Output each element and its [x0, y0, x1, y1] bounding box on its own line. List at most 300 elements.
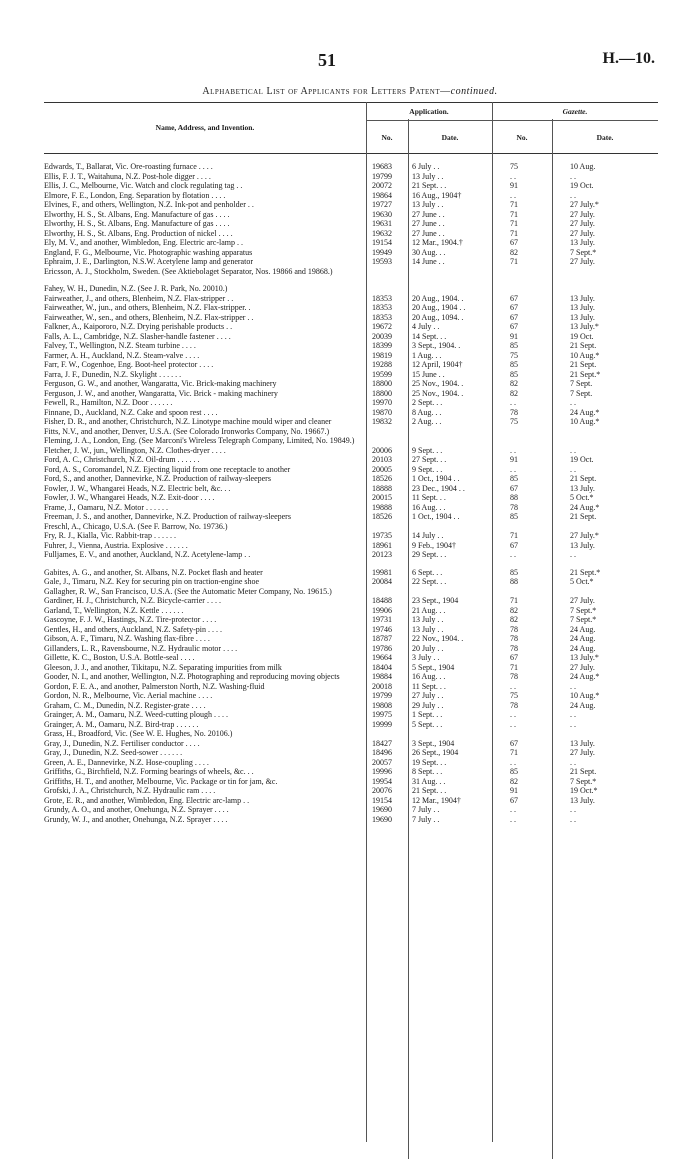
- table-row: [44, 786, 658, 796]
- gazette-date: . .: [570, 719, 576, 729]
- table-row: [44, 625, 658, 635]
- table-row: [44, 644, 658, 654]
- table-row: [44, 777, 658, 787]
- gazette-number: . .: [510, 445, 516, 455]
- gazette-date: 27 July.: [570, 219, 595, 228]
- gazette-date: 7 Sept.*: [570, 776, 597, 786]
- applicant-cell: Fulljames, E. V., and another, Auckland, N.Z. Acetylene-lamp . .: [44, 550, 251, 559]
- gazette-number: 75: [510, 350, 518, 360]
- gazette-date: 5 Oct.*: [570, 493, 594, 502]
- applicant-cell: Ericsson, A. J., Stockholm, Sweden. (See Aktiebolaget Separator, Nos. 19866 and 19868.): [44, 266, 333, 276]
- gazette-date: . .: [570, 550, 576, 559]
- application-date: 5 Sept. . .: [412, 719, 443, 729]
- gazette-date: 24 Aug.: [570, 634, 596, 643]
- applicant-cell: Gale, J., Timaru, N.Z. Key for securing pin on traction-engine shoe: [44, 577, 260, 586]
- table-row: [44, 191, 658, 201]
- applicant-cell: Gordon, N. R., Melbourne, Vic. Aerial machine . . . .: [44, 691, 213, 700]
- application-number: 19735: [372, 531, 392, 540]
- applicant-cell: Frame, J., Oamaru, N.Z. Motor . . . . . .: [44, 502, 168, 512]
- gazette-number: 88: [510, 493, 518, 502]
- application-number: 18787: [372, 634, 392, 643]
- header-application: Application.: [409, 107, 449, 116]
- applicant-cell: Freeman, J. S., and another, Dannevirke, N.Z. Production of railway-sleepers: [44, 512, 291, 521]
- table-row: [44, 720, 658, 730]
- table-header: [44, 102, 658, 154]
- application-number: 19999: [372, 719, 392, 729]
- gazette-number: . .: [510, 757, 516, 767]
- application-date: 12 Mar., 1904.†: [412, 238, 463, 247]
- table-row: [44, 729, 658, 739]
- gazette-number: 85: [510, 474, 518, 483]
- application-date: 22 Nov., 1904. .: [412, 634, 464, 643]
- applicant-cell: Fisher, D. R., and another, Christchurch, N.Z. Linotype machine mould wiper and cleaner: [44, 417, 332, 426]
- applicant-cell: Elvines, F., and others, Wellington, N.Z. Ink-pot and penholder . .: [44, 200, 254, 209]
- gazette-number: . .: [510, 805, 516, 814]
- gazette-number: . .: [510, 171, 516, 181]
- table-row: [44, 739, 658, 749]
- gazette-date: 7 Sept.: [570, 388, 593, 398]
- table-row: [44, 568, 658, 578]
- application-number: 20103: [372, 455, 392, 464]
- application-number: 20072: [372, 181, 392, 190]
- gazette-date: 7 Sept.*: [570, 615, 597, 624]
- header-app-date: Date.: [441, 133, 459, 142]
- applicant-cell: Ferguson, G. W., and another, Wangaratta, Vic. Brick-making machinery: [44, 379, 277, 388]
- gazette-number: 91: [510, 786, 518, 795]
- table-row: [44, 294, 658, 304]
- gazette-date: . .: [570, 464, 576, 474]
- application-number: 19954: [372, 776, 392, 786]
- application-date: 14 July . .: [412, 531, 444, 540]
- gazette-date: 10 Aug.*: [570, 350, 600, 360]
- applicant-cell: Fowler, J. W., Whangarei Heads, N.Z. Electric belt, &c. . .: [44, 483, 231, 493]
- applicant-cell: Gardiner, H. J., Christchurch, N.Z. Bicycle-carrier . . . .: [44, 596, 221, 605]
- gazette-number: 91: [510, 455, 518, 464]
- application-date: 25 Nov., 1904. .: [412, 379, 464, 388]
- gazette-date: 21 Sept.*: [570, 369, 601, 379]
- gazette-date: 13 July.*: [570, 653, 599, 662]
- applicant-cell: Elworthy, H. S., St. Albans, Eng. Manufacture of gas . . . .: [44, 209, 230, 219]
- table-row: [44, 322, 658, 332]
- gazette-date: 13 July.: [570, 312, 595, 322]
- gazette-number: 85: [510, 341, 518, 350]
- gazette-date: 10 Aug.: [570, 162, 596, 171]
- applicant-cell: Gordon, F. E. A., and another, Palmerston North, N.Z. Washing-fluid: [44, 681, 265, 691]
- applicant-cell: Falls, A. L., Cambridge, N.Z. Slasher-handle fastener . . . .: [44, 331, 231, 341]
- table-row: [44, 577, 658, 587]
- gazette-date: . .: [570, 190, 576, 200]
- gazette-date: . .: [570, 757, 576, 767]
- applicant-cell: Gibson, A. F., Timaru, N.Z. Washing flax-fibre . . . .: [44, 634, 210, 643]
- gazette-date: 24 Aug.*: [570, 502, 600, 512]
- applicant-cell: Fry, R. J., Kialla, Vic. Rabbit-trap . . . . . .: [44, 531, 176, 540]
- application-number: 19731: [372, 615, 392, 624]
- application-date: 13 July . .: [412, 200, 444, 209]
- gazette-date: 27 July.: [570, 257, 595, 266]
- table-row: [44, 596, 658, 606]
- applicants-table: [44, 102, 658, 824]
- application-date: 14 June . .: [412, 257, 445, 266]
- application-date: 15 June . .: [412, 369, 445, 379]
- gazette-date: 24 Aug.: [570, 624, 596, 634]
- application-date: 1 Sept. . .: [412, 710, 443, 719]
- applicant-cell: Fairweather, J., and others, Blenheim, N.Z. Flax-stripper . .: [44, 293, 234, 303]
- table-row: [44, 417, 658, 427]
- table-row: [44, 267, 658, 277]
- application-date: 3 July . .: [412, 653, 440, 662]
- application-number: 18353: [372, 293, 392, 303]
- applicant-cell: Gleeson, J. J., and another, Tikitapu, N.Z. Separating impurities from milk: [44, 662, 282, 672]
- gazette-number: 82: [510, 247, 518, 257]
- header-app-no: No.: [381, 133, 393, 142]
- gazette-date: 24 Aug.*: [570, 407, 600, 417]
- table-row: [44, 172, 658, 182]
- application-date: 4 July . .: [412, 322, 440, 331]
- application-date: 8 Aug. . .: [412, 407, 442, 417]
- gazette-number: 71: [510, 531, 518, 540]
- applicant-cell: Edwards, T., Ballarat, Vic. Ore-roasting furnace . . . .: [44, 162, 213, 171]
- applicant-cell: Fleming, J. A., London, Eng. (See Marconi's Wireless Telegraph Company, Limited, No. 19849.): [44, 436, 355, 445]
- table-row: [44, 284, 658, 294]
- application-date: 20 July . .: [412, 643, 444, 653]
- application-date: 11 Sept. . .: [412, 493, 446, 502]
- table-row: [44, 634, 658, 644]
- application-number: 19690: [372, 814, 392, 824]
- application-number: 18353: [372, 303, 392, 312]
- applicant-cell: Gillanders, L. R., Ravensbourne, N.Z. Hydraulic motor . . . .: [44, 643, 238, 653]
- table-row: [44, 455, 658, 465]
- application-number: 19819: [372, 350, 392, 360]
- application-date: 23 Dec., 1904 . .: [412, 483, 465, 493]
- gazette-number: 67: [510, 653, 518, 662]
- application-number: 19288: [372, 360, 392, 369]
- gazette-date: 13 July.: [570, 293, 595, 303]
- header-gazette: Gazette.: [562, 107, 588, 116]
- header-name: Name, Address, and Invention.: [155, 123, 255, 132]
- gazette-date: . .: [570, 681, 576, 691]
- application-date: 6 Sept. . .: [412, 567, 443, 577]
- application-date: 16 Aug. . .: [412, 502, 446, 512]
- applicant-cell: Grundy, A. O., and another, Onehunga, N.Z. Sprayer . . . .: [44, 805, 229, 814]
- gazette-date: 21 Sept.*: [570, 567, 601, 577]
- application-number: 19727: [372, 200, 392, 209]
- applicant-cell: Farr, F. W., Cogenhoe, Eng. Boot-heel protector . . . .: [44, 360, 214, 369]
- applicant-cell: Fitts, N.V., and another, Denver, U.S.A. (See Colorado Ironworks Company, No. 19667.): [44, 426, 330, 436]
- applicant-cell: Gray, J., Dunedin, N.Z. Fertiliser conductor . . . .: [44, 738, 200, 748]
- application-date: 20 Aug., 1094. .: [412, 312, 464, 322]
- gazette-date: 13 July.*: [570, 322, 599, 331]
- applicant-cell: Garland, T., Wellington, N.Z. Kettle . . . . . .: [44, 605, 184, 615]
- gazette-number: 78: [510, 624, 518, 634]
- gazette-number: 67: [510, 322, 518, 331]
- gazette-number: 71: [510, 257, 518, 266]
- table-row: [44, 531, 658, 541]
- table-row: [44, 474, 658, 484]
- gazette-date: 7 Sept.*: [570, 605, 597, 615]
- application-number: 18404: [372, 662, 392, 672]
- applicant-cell: Falkner, A., Kaipororo, N.Z. Drying perishable products . .: [44, 322, 233, 331]
- applicant-cell: Grofski, J. A., Christchurch, N.Z. Hydraulic ram . . . .: [44, 786, 216, 795]
- table-row: [44, 465, 658, 475]
- gazette-number: . .: [510, 719, 516, 729]
- gazette-number: 78: [510, 700, 518, 710]
- table-row: [44, 229, 658, 239]
- table-row: [44, 493, 658, 503]
- applicant-cell: Gentles, H., and others, Auckland, N.Z. Safety-pin . . . .: [44, 624, 222, 634]
- application-date: 9 Sept. . .: [412, 445, 443, 455]
- applicant-cell: Freschl, A., Chicago, U.S.A. (See F. Barrow, No. 19736.): [44, 521, 228, 531]
- section-code: H.—10.: [602, 50, 655, 67]
- application-number: 18961: [372, 540, 392, 550]
- table-row: [44, 303, 658, 313]
- application-number: 19664: [372, 653, 392, 662]
- gazette-number: 78: [510, 634, 518, 643]
- application-number: 20015: [372, 493, 392, 502]
- table-row: [44, 200, 658, 210]
- application-date: 30 Aug. . .: [412, 247, 446, 257]
- applicant-cell: Fahey, W. H., Dunedin, N.Z. (See J. R. Park, No. 20010.): [44, 284, 228, 293]
- header-divider: [366, 120, 658, 121]
- application-number: 18800: [372, 379, 392, 388]
- application-date: 1 Oct., 1904 . .: [412, 512, 460, 521]
- table-row: [44, 484, 658, 494]
- gazette-number: . .: [510, 190, 516, 200]
- application-number: 20005: [372, 464, 392, 474]
- table-row: [44, 398, 658, 408]
- gazette-date: 27 July.: [570, 209, 595, 219]
- gazette-number: 71: [510, 219, 518, 228]
- table-row: [44, 815, 658, 825]
- application-number: 18488: [372, 596, 392, 605]
- gazette-number: 88: [510, 577, 518, 586]
- application-number: 18526: [372, 512, 392, 521]
- gazette-date: 27 July.: [570, 596, 595, 605]
- application-date: 27 June . .: [412, 209, 445, 219]
- gazette-date: 24 Aug.*: [570, 672, 600, 681]
- table-row: [44, 332, 658, 342]
- table-row: [44, 653, 658, 663]
- table-row: [44, 606, 658, 616]
- table-row: [44, 379, 658, 389]
- table-row: [44, 370, 658, 380]
- gazette-number: 67: [510, 795, 518, 805]
- table-row: [44, 219, 658, 229]
- application-number: 19864: [372, 190, 392, 200]
- gazette-number: . .: [510, 464, 516, 474]
- applicant-cell: Farra, J. F., Dunedin, N.Z. Skylight . . . . . .: [44, 369, 182, 379]
- gazette-date: 21 Sept.: [570, 360, 597, 369]
- application-number: 19683: [372, 162, 392, 171]
- application-date: 20 Aug., 1904. .: [412, 293, 464, 303]
- application-date: 2 Aug. . .: [412, 417, 442, 426]
- application-date: 31 Aug. . .: [412, 776, 446, 786]
- application-number: 19970: [372, 398, 392, 407]
- table-row: [44, 758, 658, 768]
- application-number: 19154: [372, 795, 392, 805]
- applicant-cell: Fairweather, W., jun., and others, Blenheim, N.Z. Flax-stripper. .: [44, 303, 251, 312]
- gazette-number: . .: [510, 681, 516, 691]
- application-number: 20039: [372, 331, 392, 341]
- table-row: [44, 541, 658, 551]
- application-date: 3 Sept., 1904. .: [412, 341, 461, 350]
- application-number: 19884: [372, 672, 392, 681]
- applicant-cell: Gascoyne, F. J. W., Hastings, N.Z. Tire-protector . . . .: [44, 615, 217, 624]
- table-body: [44, 162, 658, 824]
- gazette-number: 78: [510, 672, 518, 681]
- application-number: 18800: [372, 388, 392, 398]
- gazette-number: 75: [510, 162, 518, 171]
- application-date: 12 Mar., 1904†: [412, 795, 461, 805]
- header-gazette-date: Date.: [596, 133, 614, 142]
- gazette-number: 82: [510, 605, 518, 615]
- gazette-number: 71: [510, 209, 518, 219]
- applicant-cell: Ferguson, J. W., and another, Wangaratta, Vic. Brick - making machinery: [44, 388, 278, 398]
- application-date: 5 Sept., 1904: [412, 662, 455, 672]
- applicant-cell: Gabites, A. G., and another, St. Albans, N.Z. Pocket flash and heater: [44, 567, 263, 577]
- gazette-date: 27 July.: [570, 662, 595, 672]
- gazette-number: 67: [510, 312, 518, 322]
- applicant-cell: Griffiths, H. T., and another, Melbourne, Vic. Package or tin for jam, &c.: [44, 776, 278, 786]
- application-number: 19599: [372, 369, 392, 379]
- table-row: [44, 748, 658, 758]
- application-date: 13 July . .: [412, 171, 444, 181]
- gazette-date: 13 July.: [570, 540, 595, 550]
- applicant-cell: Elmore, F. E., London, Eng. Separation by flotation . . . .: [44, 190, 226, 200]
- table-row: [44, 682, 658, 692]
- applicant-cell: Grass, H., Broadford, Vic. (See W. E. Hughes, No. 20106.): [44, 729, 233, 738]
- gazette-date: 7 Sept.: [570, 379, 593, 388]
- gazette-number: 67: [510, 483, 518, 493]
- table-row: [44, 238, 658, 248]
- application-number: 20123: [372, 550, 392, 559]
- gazette-date: 5 Oct.*: [570, 577, 594, 586]
- gazette-number: 67: [510, 738, 518, 748]
- table-row: [44, 341, 658, 351]
- application-date: 14 Sept. . .: [412, 331, 447, 341]
- page-header: [0, 50, 700, 74]
- table-row: [44, 313, 658, 323]
- gazette-date: 27 July.: [570, 748, 595, 757]
- gazette-date: 13 July.: [570, 238, 595, 247]
- application-date: 26 Sept., 1904: [412, 748, 459, 757]
- application-number: 19632: [372, 228, 392, 238]
- application-date: 27 June . .: [412, 228, 445, 238]
- gazette-number: . .: [510, 550, 516, 559]
- gazette-date: 21 Sept.: [570, 474, 597, 483]
- title-main: Alphabetical List of Applicants for Letters Patent—: [202, 86, 451, 97]
- applicant-cell: Falvey, T., Wellington, N.Z. Steam turbine . . . .: [44, 341, 196, 350]
- applicant-cell: Farmer, A. H., Auckland, N.Z. Steam-valve . . . .: [44, 350, 200, 360]
- gazette-number: 82: [510, 776, 518, 786]
- application-date: 13 July . .: [412, 615, 444, 624]
- table-row: [44, 427, 658, 437]
- gazette-date: 10 Aug.*: [570, 691, 600, 700]
- gazette-date: 19 Oct.: [570, 455, 594, 464]
- gazette-number: 91: [510, 331, 518, 341]
- application-date: 22 Sept. . .: [412, 577, 447, 586]
- application-number: 19996: [372, 767, 392, 776]
- gazette-number: 71: [510, 200, 518, 209]
- applicant-cell: Finnane, D., Auckland, N.Z. Cake and spoon rest . . . .: [44, 407, 218, 417]
- application-date: 27 June . .: [412, 219, 445, 228]
- applicant-cell: Fletcher, J. W., jun., Wellington, N.Z. Clothes-dryer . . . .: [44, 445, 226, 455]
- gazette-number: . .: [510, 814, 516, 824]
- applicant-cell: Gray, J., Dunedin, N.Z. Seed-sower . . . . . .: [44, 748, 183, 757]
- table-row: [44, 796, 658, 806]
- gazette-date: 13 July.: [570, 483, 595, 493]
- applicant-cell: Elworthy, H. S., St. Albans, Eng. Manufacture of gas . . . .: [44, 219, 230, 228]
- applicant-cell: Ford, A. C., Christchurch, N.Z. Oil-drum . . . . . .: [44, 455, 200, 464]
- application-date: 7 July . .: [412, 805, 440, 814]
- application-number: 20018: [372, 681, 392, 691]
- application-number: 20076: [372, 786, 392, 795]
- gazette-number: 71: [510, 662, 518, 672]
- applicant-cell: Ellis, J. C., Melbourne, Vic. Watch and clock regulating tag . .: [44, 181, 243, 190]
- applicant-cell: Grainger, A. M., Oamaru, N.Z. Bird-trap . . . . . .: [44, 719, 199, 729]
- table-row: [44, 587, 658, 597]
- application-number: 19981: [372, 567, 392, 577]
- gazette-number: 71: [510, 596, 518, 605]
- gazette-date: . .: [570, 805, 576, 814]
- table-row: [44, 257, 658, 267]
- applicant-cell: Ellis, F. J. T., Waitahuna, N.Z. Post-hole digger . . . .: [44, 171, 211, 181]
- gazette-date: . .: [570, 710, 576, 719]
- gazette-number: 67: [510, 540, 518, 550]
- application-number: 19746: [372, 624, 392, 634]
- application-date: 9 Feb., 1904†: [412, 540, 456, 550]
- application-number: 19975: [372, 710, 392, 719]
- gazette-date: 7 Sept.*: [570, 247, 597, 257]
- header-gazette-no: No.: [516, 133, 528, 142]
- gazette-date: 21 Sept.: [570, 341, 597, 350]
- gazette-date: 13 July.: [570, 738, 595, 748]
- application-date: 19 Sept. . .: [412, 757, 447, 767]
- gazette-number: 78: [510, 643, 518, 653]
- gazette-date: . .: [570, 814, 576, 824]
- application-date: 3 Sept., 1904: [412, 738, 455, 748]
- gazette-date: . .: [570, 398, 576, 407]
- gazette-date: 13 July.: [570, 795, 595, 805]
- gazette-date: 10 Aug.*: [570, 417, 600, 426]
- table-row: [44, 522, 658, 532]
- gazette-number: 75: [510, 691, 518, 700]
- gazette-date: . .: [570, 171, 576, 181]
- application-date: 1 Aug. . .: [412, 350, 442, 360]
- application-date: 7 July . .: [412, 814, 440, 824]
- application-date: 29 Sept. . .: [412, 550, 447, 559]
- table-row: [44, 351, 658, 361]
- gazette-number: 85: [510, 567, 518, 577]
- application-date: 27 July . .: [412, 691, 444, 700]
- applicant-cell: Fuhrer, J., Vienna, Austria. Explosive . . . . . .: [44, 540, 188, 550]
- gazette-number: 85: [510, 369, 518, 379]
- application-date: 16 Aug., 1904†: [412, 190, 462, 200]
- applicant-cell: Grundy, W. J., and another, Onehunga, N.Z. Sprayer . . . .: [44, 814, 228, 824]
- application-date: 6 July . .: [412, 162, 440, 171]
- gazette-date: 13 July.: [570, 303, 595, 312]
- application-date: 27 Sept. . .: [412, 455, 447, 464]
- applicant-cell: Ford, A. S., Coromandel, N.Z. Ejecting liquid from one receptacle to another: [44, 464, 291, 474]
- application-number: 18888: [372, 483, 392, 493]
- gazette-number: 67: [510, 238, 518, 247]
- table-row: [44, 767, 658, 777]
- applicant-cell: Elworthy, H. S., St. Albans, Eng. Production of nickel . . . .: [44, 228, 233, 238]
- table-row: [44, 550, 658, 560]
- application-number: 19888: [372, 502, 392, 512]
- page-title: [0, 86, 700, 97]
- application-date: 12 April, 1904†: [412, 360, 463, 369]
- application-date: 13 July . .: [412, 624, 444, 634]
